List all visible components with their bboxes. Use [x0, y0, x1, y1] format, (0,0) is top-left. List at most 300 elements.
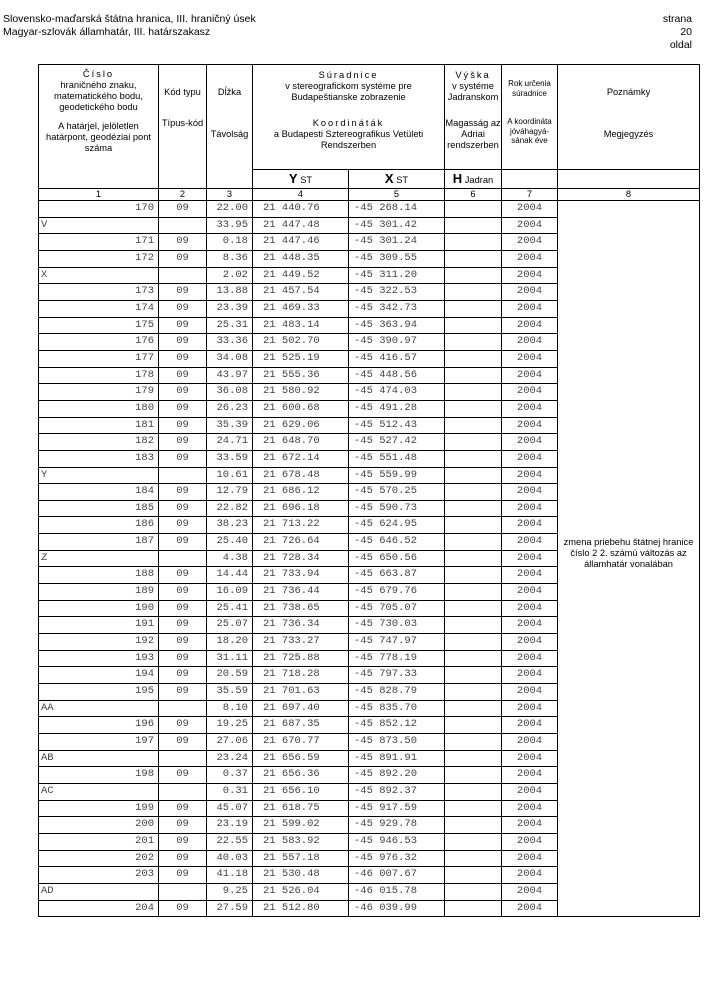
height-cell	[445, 900, 502, 917]
type-code-cell: 09	[159, 384, 207, 401]
page-number-block	[663, 13, 692, 52]
type-code-cell	[159, 467, 207, 484]
col1-desc-hu: A határjel, jelöletlen határpont, geodéziai pont száma	[46, 121, 151, 153]
distance-cell: 13.88	[207, 284, 253, 301]
col1-desc-sk: hraničného znaku, matematického bodu, geodetického bodu	[54, 80, 143, 112]
point-label-cell: V	[39, 217, 159, 234]
y-coordinate-cell: 21 512.80	[253, 900, 349, 917]
year-cell: 2004	[502, 250, 558, 267]
y-coordinate-cell: 21 557.18	[253, 850, 349, 867]
distance-cell: 0.18	[207, 234, 253, 251]
type-code-cell: 09	[159, 600, 207, 617]
x-coordinate-cell: -45 624.95	[349, 517, 445, 534]
year-cell: 2004	[502, 617, 558, 634]
year-cell: 2004	[502, 300, 558, 317]
x-coordinate-cell: -45 705.07	[349, 600, 445, 617]
distance-cell: 41.18	[207, 867, 253, 884]
distance-cell: 35.39	[207, 417, 253, 434]
year-cell: 2004	[502, 833, 558, 850]
distance-cell: 22.55	[207, 833, 253, 850]
height-cell	[445, 467, 502, 484]
distance-cell: 43.97	[207, 367, 253, 384]
x-coordinate-cell: -45 551.48	[349, 450, 445, 467]
distance-cell: 24.71	[207, 434, 253, 451]
height-sub-sk: v systéme Jadranskom	[447, 81, 499, 102]
point-number-cell: 179	[39, 384, 159, 401]
point-number-cell: 204	[39, 900, 159, 917]
x-coordinate-cell: -45 917.59	[349, 800, 445, 817]
height-title-hu: Magasság az Adriai rendszerben	[445, 118, 501, 150]
height-cell	[445, 367, 502, 384]
y-coordinate-cell: 21 713.22	[253, 517, 349, 534]
distance-cell: 33.95	[207, 217, 253, 234]
distance-cell: 16.09	[207, 584, 253, 601]
colnum-2: 2	[159, 189, 207, 201]
year-cell: 2004	[502, 567, 558, 584]
height-cell	[445, 750, 502, 767]
x-coordinate-cell: -45 491.28	[349, 400, 445, 417]
x-coordinate-cell: -45 828.79	[349, 684, 445, 701]
year-cell: 2004	[502, 767, 558, 784]
x-coordinate-cell: -45 416.57	[349, 350, 445, 367]
boundary-coordinates-table	[38, 64, 700, 917]
year-cell: 2004	[502, 600, 558, 617]
x-coordinate-cell: -46 007.67	[349, 867, 445, 884]
point-number-cell: 184	[39, 484, 159, 501]
y-coordinate-cell: 21 526.04	[253, 883, 349, 900]
height-cell	[445, 700, 502, 717]
type-code-cell: 09	[159, 734, 207, 751]
point-number-cell: 193	[39, 650, 159, 667]
height-cell	[445, 767, 502, 784]
y-coordinate-cell: 21 447.46	[253, 234, 349, 251]
distance-cell: 8.36	[207, 250, 253, 267]
year-cell: 2004	[502, 201, 558, 218]
type-code-cell: 09	[159, 417, 207, 434]
point-label-cell: Y	[39, 467, 159, 484]
x-coordinate-cell: -45 301.42	[349, 217, 445, 234]
y-coordinate-cell: 21 701.63	[253, 684, 349, 701]
distance-cell: 10.61	[207, 467, 253, 484]
distance-cell: 2.02	[207, 267, 253, 284]
point-number-cell: 200	[39, 817, 159, 834]
x-coordinate-cell: -45 892.20	[349, 767, 445, 784]
height-cell	[445, 584, 502, 601]
x-coordinate-cell: -45 891.91	[349, 750, 445, 767]
height-cell	[445, 717, 502, 734]
type-code-cell: 09	[159, 650, 207, 667]
year-cell: 2004	[502, 467, 558, 484]
document-header-left	[3, 13, 256, 39]
coord-sub-sk: v stereografickom systéme pre Budapeštianske zobrazenie	[285, 81, 412, 102]
y-coordinate-cell: 21 728.34	[253, 550, 349, 567]
point-number-cell: 192	[39, 634, 159, 651]
y-coordinate-cell: 21 600.68	[253, 400, 349, 417]
point-number-cell: 182	[39, 434, 159, 451]
x-coordinate-cell: -45 873.50	[349, 734, 445, 751]
x-coordinate-cell: -45 390.97	[349, 334, 445, 351]
column-number-row	[39, 189, 700, 201]
distance-cell: 36.08	[207, 384, 253, 401]
distance-cell: 40.03	[207, 850, 253, 867]
distance-cell: 20.59	[207, 667, 253, 684]
page-label-hu: oldal	[669, 39, 692, 51]
year-cell: 2004	[502, 217, 558, 234]
year-cell: 2004	[502, 750, 558, 767]
notes-title-sk: Poznámky	[606, 87, 651, 97]
year-header	[502, 65, 558, 170]
point-number-cell: 191	[39, 617, 159, 634]
height-cell	[445, 800, 502, 817]
height-cell	[445, 817, 502, 834]
height-cell	[445, 217, 502, 234]
point-number-cell: 173	[39, 284, 159, 301]
point-label-cell: AA	[39, 700, 159, 717]
year-cell: 2004	[502, 350, 558, 367]
height-cell	[445, 434, 502, 451]
table-row	[39, 201, 700, 218]
height-cell	[445, 484, 502, 501]
y-st-header	[253, 170, 349, 189]
notes-header	[558, 65, 700, 170]
height-cell	[445, 284, 502, 301]
height-cell	[445, 617, 502, 634]
x-coordinate-cell: -45 363.94	[349, 317, 445, 334]
type-code-cell: 09	[159, 250, 207, 267]
x-coordinate-cell: -45 646.52	[349, 534, 445, 551]
col3-title-sk: Dĺžka	[217, 87, 242, 97]
type-code-cell: 09	[159, 767, 207, 784]
x-letter: X	[384, 170, 394, 186]
height-cell	[445, 201, 502, 218]
type-code-cell: 09	[159, 400, 207, 417]
type-code-cell: 09	[159, 500, 207, 517]
height-cell	[445, 384, 502, 401]
type-code-cell: 09	[159, 350, 207, 367]
y-coordinate-cell: 21 448.35	[253, 250, 349, 267]
x-coordinate-cell: -45 342.73	[349, 300, 445, 317]
height-cell	[445, 634, 502, 651]
height-cell	[445, 734, 502, 751]
y-coordinate-cell: 21 733.27	[253, 634, 349, 651]
x-coordinate-cell: -45 559.99	[349, 467, 445, 484]
point-label-cell: AD	[39, 883, 159, 900]
y-coordinate-cell: 21 629.06	[253, 417, 349, 434]
year-cell: 2004	[502, 317, 558, 334]
col2-title-hu: Típus-kód	[161, 118, 204, 128]
distance-cell: 27.59	[207, 900, 253, 917]
h-jadran-header	[445, 170, 502, 189]
point-number-cell: 202	[39, 850, 159, 867]
year-cell: 2004	[502, 517, 558, 534]
y-coordinate-cell: 21 483.14	[253, 317, 349, 334]
y-coordinate-cell: 21 718.28	[253, 667, 349, 684]
y-coordinate-cell: 21 697.40	[253, 700, 349, 717]
x-coordinate-cell: -45 946.53	[349, 833, 445, 850]
distance-cell: 0.37	[207, 767, 253, 784]
distance-cell: 23.39	[207, 300, 253, 317]
colnum-5: 5	[349, 189, 445, 201]
year-cell: 2004	[502, 650, 558, 667]
x-coordinate-cell: -45 835.70	[349, 700, 445, 717]
point-label-cell: AC	[39, 783, 159, 800]
y-coordinate-cell: 21 648.70	[253, 434, 349, 451]
x-coordinate-cell: -45 268.14	[349, 201, 445, 218]
y-coordinate-cell: 21 469.33	[253, 300, 349, 317]
y-coordinate-cell: 21 449.52	[253, 267, 349, 284]
y-coordinate-cell: 21 725.88	[253, 650, 349, 667]
colnum-6: 6	[445, 189, 502, 201]
year-cell: 2004	[502, 900, 558, 917]
point-number-cell: 197	[39, 734, 159, 751]
type-code-cell: 09	[159, 617, 207, 634]
height-cell	[445, 600, 502, 617]
distance-cell: 8.10	[207, 700, 253, 717]
page-label-sk: strana	[662, 13, 692, 25]
y-coordinate-cell: 21 686.12	[253, 484, 349, 501]
x-coordinate-cell: -45 778.19	[349, 650, 445, 667]
x-coordinate-cell: -45 892.37	[349, 783, 445, 800]
type-code-cell: 09	[159, 284, 207, 301]
x-coordinate-cell: -45 570.25	[349, 484, 445, 501]
height-cell	[445, 234, 502, 251]
height-cell	[445, 300, 502, 317]
point-number-cell: 188	[39, 567, 159, 584]
height-cell	[445, 684, 502, 701]
distance-cell: 22.00	[207, 201, 253, 218]
type-code-cell: 09	[159, 833, 207, 850]
distance-cell: 18.20	[207, 634, 253, 651]
type-code-cell: 09	[159, 684, 207, 701]
y-coordinate-cell: 21 726.64	[253, 534, 349, 551]
distance-cell: 33.59	[207, 450, 253, 467]
year-cell: 2004	[502, 267, 558, 284]
point-number-cell: 198	[39, 767, 159, 784]
height-cell	[445, 250, 502, 267]
distance-cell: 45.07	[207, 800, 253, 817]
point-number-cell: 196	[39, 717, 159, 734]
x-st-header	[349, 170, 445, 189]
year-cell: 2004	[502, 634, 558, 651]
type-code-cell: 09	[159, 300, 207, 317]
type-code-cell: 09	[159, 667, 207, 684]
year-cell: 2004	[502, 883, 558, 900]
x-coordinate-cell: -45 527.42	[349, 434, 445, 451]
type-code-cell: 09	[159, 234, 207, 251]
year-cell: 2004	[502, 850, 558, 867]
x-coordinate-cell: -45 797.33	[349, 667, 445, 684]
y-coordinate-cell: 21 555.36	[253, 367, 349, 384]
y-coordinate-cell: 21 525.19	[253, 350, 349, 367]
header-title-sk: Slovensko-maďarská štátna hranica, III. hraničný úsek	[3, 13, 256, 25]
x-coordinate-cell: -46 015.78	[349, 883, 445, 900]
table-body	[39, 201, 700, 917]
height-cell	[445, 550, 502, 567]
point-number-cell: 171	[39, 234, 159, 251]
type-code-cell	[159, 700, 207, 717]
point-label-cell: X	[39, 267, 159, 284]
coord-sub-hu: a Budapesti Sztereografikus Vetületi Rendszerben	[273, 129, 424, 150]
coord-title-hu: Koordináták	[312, 118, 385, 128]
x-coordinate-cell: -45 512.43	[349, 417, 445, 434]
year-cell: 2004	[502, 384, 558, 401]
type-code-cell: 09	[159, 717, 207, 734]
h-subscript: Jadran	[464, 174, 494, 185]
height-header	[445, 65, 502, 170]
point-number-cell: 175	[39, 317, 159, 334]
y-coordinate-cell: 21 656.59	[253, 750, 349, 767]
distance-cell: 34.08	[207, 350, 253, 367]
year-title-hu: A koordináta jóváhagyá-sának éve	[507, 117, 552, 145]
distance-cell: 35.59	[207, 684, 253, 701]
year-cell: 2004	[502, 684, 558, 701]
type-code-cell	[159, 550, 207, 567]
distance-cell: 25.07	[207, 617, 253, 634]
point-number-cell: 190	[39, 600, 159, 617]
y-subscript: ST	[300, 174, 313, 185]
point-label-cell: Z	[39, 550, 159, 567]
year-cell: 2004	[502, 800, 558, 817]
type-code-cell: 09	[159, 201, 207, 218]
height-cell	[445, 400, 502, 417]
x-coordinate-cell: -45 730.03	[349, 617, 445, 634]
height-cell	[445, 783, 502, 800]
type-code-cell: 09	[159, 850, 207, 867]
y-coordinate-cell: 21 687.35	[253, 717, 349, 734]
notes-cell: zmena priebehu štátnej hranice číslo 2 2. számú változás az államhatár vonalában	[558, 201, 700, 917]
x-coordinate-cell: -46 039.99	[349, 900, 445, 917]
height-cell	[445, 650, 502, 667]
x-coordinate-cell: -45 679.76	[349, 584, 445, 601]
x-coordinate-cell: -45 929.78	[349, 817, 445, 834]
page-number: 20	[680, 26, 692, 38]
year-title-sk: Rok určenia súradnice	[508, 79, 551, 98]
year-cell: 2004	[502, 284, 558, 301]
height-cell	[445, 317, 502, 334]
type-code-cell	[159, 267, 207, 284]
h-letter: H	[452, 170, 463, 186]
point-number-cell: 170	[39, 201, 159, 218]
point-number-cell: 186	[39, 517, 159, 534]
x-coordinate-cell: -45 663.87	[349, 567, 445, 584]
year-cell: 2004	[502, 584, 558, 601]
distance-cell: 25.31	[207, 317, 253, 334]
type-code-cell: 09	[159, 584, 207, 601]
height-cell	[445, 450, 502, 467]
year-cell: 2004	[502, 667, 558, 684]
height-cell	[445, 350, 502, 367]
distance-cell: 25.41	[207, 600, 253, 617]
distance-cell: 38.23	[207, 517, 253, 534]
distance-cell: 9.25	[207, 883, 253, 900]
y-coordinate-cell: 21 738.65	[253, 600, 349, 617]
type-code-cell: 09	[159, 484, 207, 501]
year-cell: 2004	[502, 717, 558, 734]
notes-title-hu: Megjegyzés	[603, 129, 654, 139]
year-cell: 2004	[502, 367, 558, 384]
y-coordinate-cell: 21 670.77	[253, 734, 349, 751]
year-cell: 2004	[502, 450, 558, 467]
col3-header	[207, 65, 253, 189]
colnum-8: 8	[558, 189, 700, 201]
height-title-sk: Výška	[455, 70, 491, 80]
coordinates-header	[253, 65, 445, 170]
point-number-cell: 172	[39, 250, 159, 267]
year-cell: 2004	[502, 867, 558, 884]
height-cell	[445, 883, 502, 900]
y-coordinate-cell: 21 583.92	[253, 833, 349, 850]
year-cell: 2004	[502, 400, 558, 417]
x-coordinate-cell: -45 650.56	[349, 550, 445, 567]
distance-cell: 19.25	[207, 717, 253, 734]
point-number-cell: 194	[39, 667, 159, 684]
y-coordinate-cell: 21 656.36	[253, 767, 349, 784]
y-coordinate-cell: 21 733.94	[253, 567, 349, 584]
type-code-cell: 09	[159, 450, 207, 467]
height-cell	[445, 334, 502, 351]
header-title-hu: Magyar-szlovák államhatár, III. határszakasz	[3, 26, 211, 38]
type-code-cell: 09	[159, 334, 207, 351]
height-cell	[445, 567, 502, 584]
type-code-cell	[159, 783, 207, 800]
point-number-cell: 203	[39, 867, 159, 884]
y-coordinate-cell: 21 678.48	[253, 467, 349, 484]
height-cell	[445, 417, 502, 434]
type-code-cell: 09	[159, 567, 207, 584]
point-number-cell: 176	[39, 334, 159, 351]
point-number-cell: 189	[39, 584, 159, 601]
y-coordinate-cell: 21 530.48	[253, 867, 349, 884]
year-cell: 2004	[502, 234, 558, 251]
type-code-cell: 09	[159, 517, 207, 534]
year-cell: 2004	[502, 500, 558, 517]
distance-cell: 23.24	[207, 750, 253, 767]
x-coordinate-cell: -45 976.32	[349, 850, 445, 867]
distance-cell: 14.44	[207, 567, 253, 584]
col1-title: Číslo	[82, 69, 115, 79]
year-cell: 2004	[502, 484, 558, 501]
height-cell	[445, 500, 502, 517]
x-subscript: ST	[396, 174, 409, 185]
year-cell: 2004	[502, 534, 558, 551]
y-coordinate-cell: 21 736.44	[253, 584, 349, 601]
year-cell: 2004	[502, 434, 558, 451]
height-cell	[445, 267, 502, 284]
distance-cell: 23.19	[207, 817, 253, 834]
distance-cell: 31.11	[207, 650, 253, 667]
x-coordinate-cell: -45 322.53	[349, 284, 445, 301]
x-coordinate-cell: -45 852.12	[349, 717, 445, 734]
y-coordinate-cell: 21 736.34	[253, 617, 349, 634]
coord-title-sk: Súradnice	[318, 70, 379, 80]
y-coordinate-cell: 21 440.76	[253, 201, 349, 218]
type-code-cell	[159, 217, 207, 234]
colnum-3: 3	[207, 189, 253, 201]
y-coordinate-cell: 21 599.02	[253, 817, 349, 834]
x-coordinate-cell: -45 301.24	[349, 234, 445, 251]
type-code-cell: 09	[159, 534, 207, 551]
year-cell: 2004	[502, 550, 558, 567]
x-coordinate-cell: -45 590.73	[349, 500, 445, 517]
type-code-cell: 09	[159, 367, 207, 384]
year-cell: 2004	[502, 334, 558, 351]
y-coordinate-cell: 21 502.70	[253, 334, 349, 351]
x-coordinate-cell: -45 747.97	[349, 634, 445, 651]
year-cell: 2004	[502, 817, 558, 834]
point-number-cell: 199	[39, 800, 159, 817]
point-number-cell: 185	[39, 500, 159, 517]
distance-cell: 27.06	[207, 734, 253, 751]
